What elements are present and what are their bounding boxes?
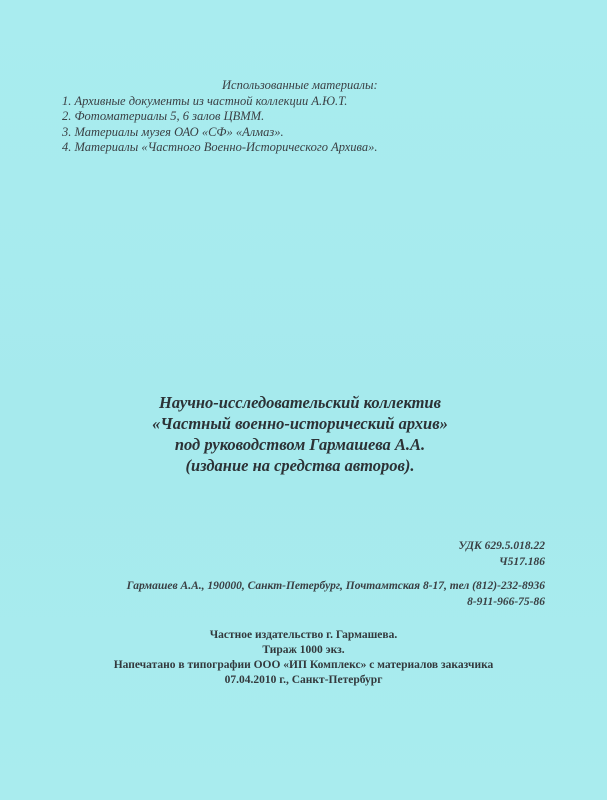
sources-item: 4. Материалы «Частного Военно-Исторического Архива». <box>62 140 378 154</box>
collective-line: «Частный военно-исторический архив» <box>152 414 448 433</box>
sources-block <box>62 78 522 156</box>
sources-item: 1. Архивные документы из частной коллекции А.Ю.Т. <box>62 93 348 108</box>
sources-item: 3. Материалы музея ОАО «СФ» «Алмаз». <box>62 124 284 139</box>
imprint-line: Тираж 1000 экз. <box>262 644 345 656</box>
sources-item: 2. Фотоматериалы 5, 6 залов ЦВММ. <box>62 109 265 123</box>
bbk-code: Ч517.186 <box>499 556 545 568</box>
udk-code: УДК 629.5.018.22 <box>458 540 545 552</box>
imprint-block <box>40 628 567 688</box>
classification-block <box>459 538 545 570</box>
collective-line: под руководством Гармашева А.А. <box>174 435 426 454</box>
contact-address-block <box>127 578 545 610</box>
phone-line: 8-911-966-75-86 <box>467 596 545 608</box>
sources-heading: Использованные материалы: <box>222 78 378 92</box>
address-line: Гармашев А.А., 190000, Санкт-Петербург, Почтамтская 8-17, тел (812)-232-8936 <box>126 580 545 592</box>
imprint-line: Частное издательство г. Гармашева. <box>209 629 398 641</box>
collective-title-block <box>40 392 560 476</box>
imprint-line: 07.04.2010 г., Санкт-Петербург <box>224 674 383 686</box>
collective-line: Научно-исследовательский коллектив <box>159 393 441 412</box>
collective-line: (издание на средства авторов). <box>185 456 415 475</box>
imprint-line: Напечатано в типографии ООО «ИП Комплекс» с материалов заказчика <box>113 659 494 671</box>
